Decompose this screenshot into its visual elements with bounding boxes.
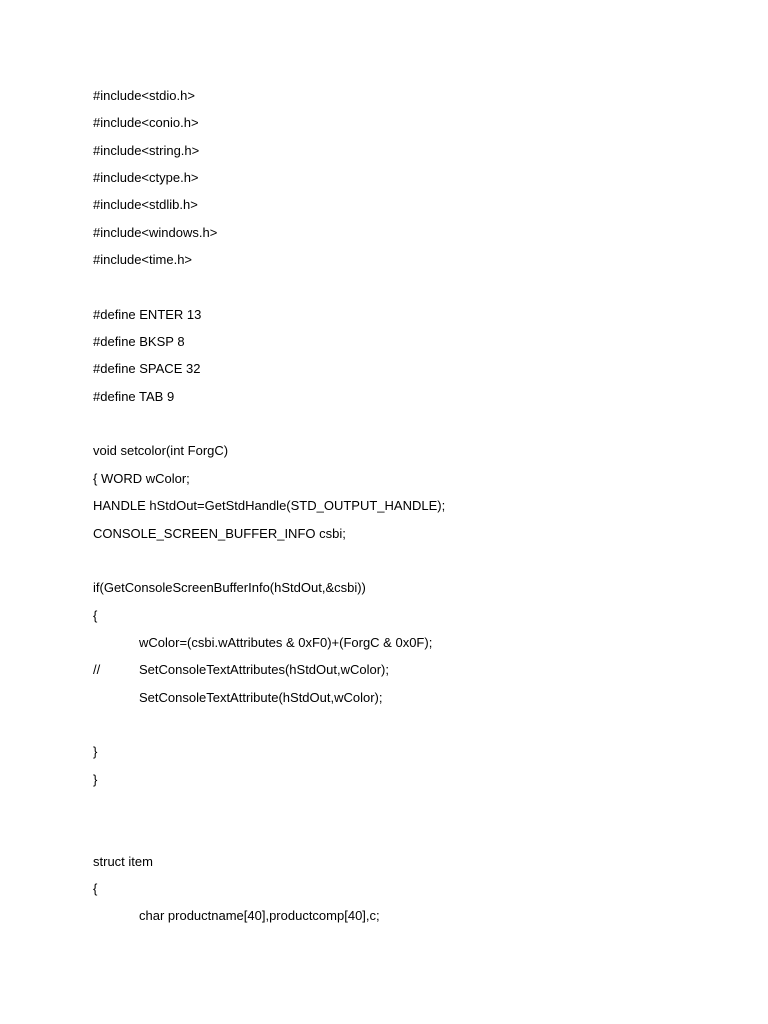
code-line (93, 441, 733, 468)
line-text: #include<stdlib.h> (93, 197, 198, 213)
code-line (93, 469, 733, 496)
blank-line (93, 797, 733, 824)
line-text: #include<string.h> (93, 142, 200, 158)
code-line (93, 578, 733, 605)
blank-line (93, 277, 733, 304)
code-line (93, 852, 733, 879)
line-text: #include<conio.h> (93, 115, 199, 131)
code-line (93, 141, 733, 168)
line-text: SetConsoleTextAttributes(hStdOut,wColor); (139, 662, 389, 678)
line-text: struct item (93, 853, 153, 869)
line-text: } (93, 744, 98, 760)
code-line (93, 250, 733, 277)
code-line (93, 770, 733, 797)
line-text: #define TAB 9 (93, 388, 175, 404)
code-line (93, 223, 733, 250)
blank-line (93, 551, 733, 578)
code-line (93, 387, 733, 414)
code-line (93, 879, 733, 906)
line-text: #include<time.h> (93, 252, 193, 268)
line-text: SetConsoleTextAttribute(hStdOut,wColor); (139, 689, 383, 705)
line-text: { WORD wColor; (93, 470, 190, 486)
line-text: CONSOLE_SCREEN_BUFFER_INFO csbi; (93, 525, 346, 541)
line-text: { (93, 607, 98, 623)
code-line (93, 113, 733, 140)
code-line-indented (93, 688, 733, 715)
code-line (93, 332, 733, 359)
line-text: #define BKSP 8 (93, 334, 185, 350)
line-text: #include<ctype.h> (93, 170, 199, 186)
line-text: char productname[40],productcomp[40],c; (139, 908, 380, 924)
blank-line (93, 824, 733, 851)
line-text: #define SPACE 32 (93, 361, 201, 377)
code-line (93, 168, 733, 195)
code-line (93, 86, 733, 113)
code-line-indented (93, 633, 733, 660)
line-text: #include<stdio.h> (93, 88, 195, 103)
line-text: if(GetConsoleScreenBufferInfo(hStdOut,&csbi)) (93, 580, 366, 596)
code-line-indented (93, 906, 733, 933)
code-line (93, 359, 733, 386)
blank-line (93, 715, 733, 742)
code-line (93, 524, 733, 551)
code-line (93, 496, 733, 523)
line-text: } (93, 771, 98, 787)
line-text: HANDLE hStdOut=GetStdHandle(STD_OUTPUT_HANDLE); (93, 498, 446, 514)
code-line (93, 606, 733, 633)
line-text: { (93, 880, 98, 896)
line-text: void setcolor(int ForgC) (93, 443, 229, 459)
code-line (93, 305, 733, 332)
code-line-commented (93, 660, 733, 687)
comment-marker: // (93, 662, 101, 678)
code-line (93, 742, 733, 769)
code-line (93, 195, 733, 222)
code-listing (93, 86, 733, 934)
blank-line (93, 414, 733, 441)
line-text: wColor=(csbi.wAttributes & 0xF0)+(ForgC & 0x0F); (139, 634, 433, 650)
line-text: #include<windows.h> (93, 224, 218, 240)
line-text: #define ENTER 13 (93, 306, 202, 322)
